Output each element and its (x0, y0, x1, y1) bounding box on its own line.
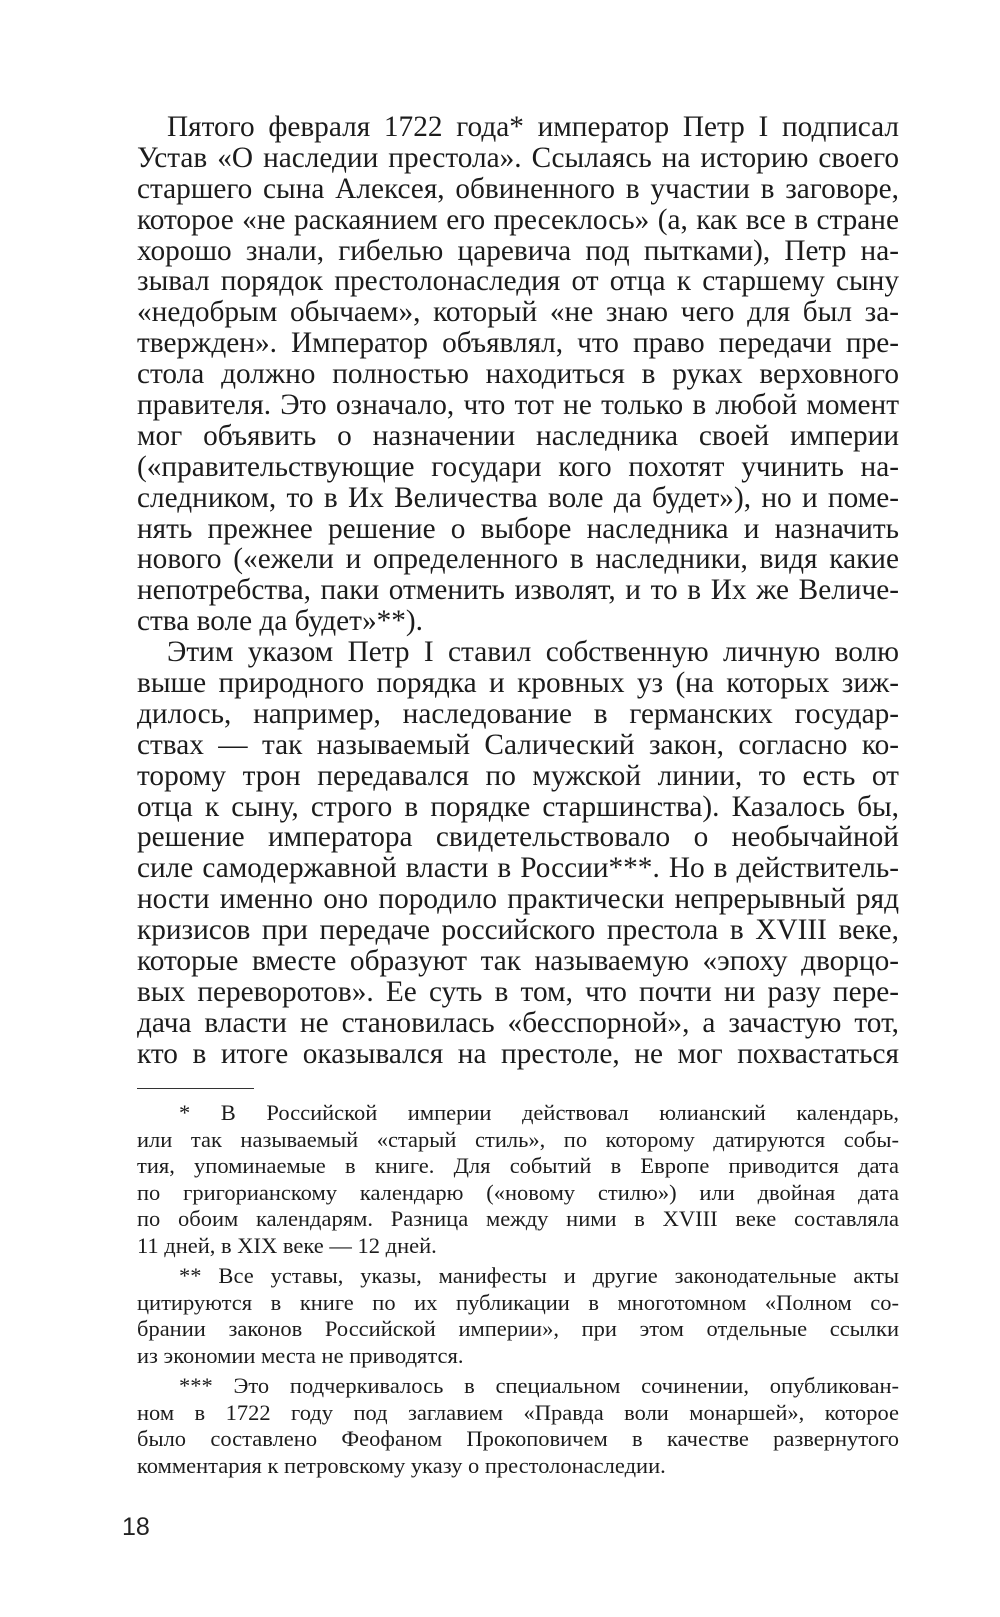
text-line: силе самодержавной власти в России***. Но в действитель- (137, 852, 899, 885)
text-line: отца к сыну, строго в порядке старшинства). Казалось бы, (137, 790, 899, 823)
text-line: «недобрым обычаем», который «не знаю чего для был за- (137, 296, 899, 329)
text-line: решение императора свидетельствовало о необычайной (137, 821, 899, 854)
text-line: кто в итоге оказывался на престоле, не мог похвастаться (137, 1037, 899, 1070)
footnote-line: по обоим календарям. Разница между ними в XVIII веке составляла (137, 1206, 899, 1231)
text-line: следником, то в Их Величества воле да будет»), но и поме- (137, 481, 899, 514)
footnote-line: *** Это подчеркивалось в специальном сочинении, опубликован- (179, 1373, 899, 1398)
footnote-line: тия, упоминаемые в книге. Для событий в Европе приводится дата (137, 1153, 899, 1178)
footnote-line: ** Все уставы, указы, манифесты и другие законодательные акты (179, 1263, 899, 1288)
text-line: хорошо знали, гибелью царевича под пытками), Петр на- (137, 234, 899, 267)
page-number: 18 (122, 1513, 150, 1541)
footnote-line: 11 дней, в XIX веке — 12 дней. (137, 1232, 437, 1258)
text-line: выше природного порядка и кровных уз (на которых зиж- (137, 667, 899, 700)
footnotes (137, 1100, 899, 1479)
main-text (137, 112, 899, 1070)
text-line: торому трон передавался по мужской линии, то есть от (137, 759, 899, 792)
text-line: («правительствующие государи кого похотят учинить на- (137, 450, 899, 483)
text-line: дача власти не становилась «бесспорной», а зачастую тот, (137, 1006, 899, 1039)
footnote-separator (137, 1088, 254, 1089)
text-line: мог объявить о назначении наследника своей империи (137, 419, 899, 452)
footnote-line: цитируются в книге по их публикации в многотомном «Полном со- (137, 1289, 899, 1315)
text-line: зывал порядок престолонаследия от отца к старшему сыну (137, 265, 899, 298)
footnote-line: * В Российской империи действовал юлианский календарь, (179, 1100, 899, 1125)
text-line: ности именно оно породило практически непрерывный ряд (137, 883, 899, 916)
text-line: непотребства, паки отменить изволят, и то в Их же Величе- (137, 574, 899, 607)
footnote-3 (137, 1373, 899, 1479)
text-line: ствах — так называемый Салический закон, согласно ко- (137, 728, 899, 761)
text-line: ства воле да будет»**). (137, 605, 423, 638)
footnote-line: брании законов Российской империи», при этом отдельные ссылки (137, 1316, 899, 1341)
footnote-line: по григорианскому календарю («новому стилю») или двойная дата (137, 1179, 899, 1205)
text-line: Этим указом Петр I ставил собственную личную волю (167, 636, 899, 669)
footnote-1 (137, 1100, 899, 1259)
text-line: которое «не раскаянием его пресеклось» (а, как все в стране (137, 203, 899, 236)
text-line: Пятого февраля 1722 года* император Петр I подписал (167, 111, 899, 143)
text-line: Устав «О наследии престола». Ссылаясь на историю своего (137, 141, 899, 174)
text-line: дилось, например, наследование в германских государ- (137, 697, 899, 730)
text-line: нять прежнее решение о выборе наследника и назначить (137, 512, 899, 545)
footnote-line: комментария к петровскому указу о престолонаследии. (137, 1452, 666, 1478)
paragraph-1 (137, 112, 899, 637)
text-line: вых переворотов». Ее суть в том, что почти ни разу пере- (137, 975, 899, 1008)
footnote-line: ном в 1722 году под заглавием «Правда воли монаршей», которое (137, 1399, 899, 1425)
text-line: стола должно полностью находиться в руках верховного (137, 358, 899, 391)
text-line: которые вместе образуют так называемую «эпоху дворцо- (137, 945, 899, 978)
text-line: кризисов при передаче российского престола в XVIII веке, (137, 914, 899, 947)
text-line: старшего сына Алексея, обвиненного в участии в заговоре, (137, 172, 899, 205)
footnote-line: из экономии места не приводятся. (137, 1342, 464, 1368)
footnote-line: или так называемый «старый стиль», по которому датируются собы- (137, 1126, 899, 1152)
footnote-2 (137, 1263, 899, 1369)
text-line: правителя. Это означало, что тот не только в любой момент (137, 389, 899, 422)
text-line: нового («ежели и определенного в наследники, видя какие (137, 543, 899, 576)
text-line: твержден». Император объявлял, что право передачи пре- (137, 327, 899, 360)
paragraph-2 (137, 637, 899, 1069)
footnote-line: было составлено Феофаном Прокоповичем в качестве развернутого (137, 1426, 899, 1451)
